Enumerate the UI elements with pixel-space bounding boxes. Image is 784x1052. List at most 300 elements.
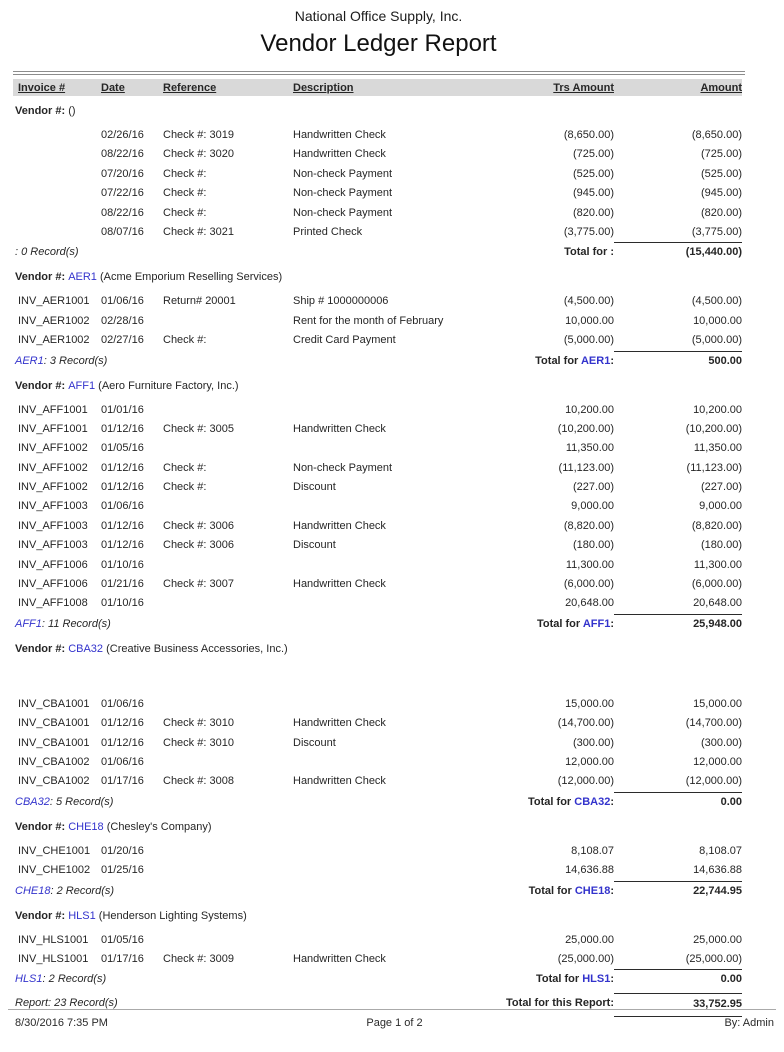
cell-date: 01/06/16 [101,755,144,768]
cell-reference [163,594,293,613]
ledger-rows [0,931,784,970]
vendor-code: AER1 [580,354,611,367]
cell-trs-amount: (227.00) [573,481,614,494]
ledger-row [13,497,742,516]
cell-date: 08/22/16 [101,148,144,161]
cell-amount: 25,000.00 [693,933,742,946]
vendor-total-row [13,969,742,989]
vendor-record-count [13,792,482,812]
ledger-row [13,165,742,184]
cell-description: Credit Card Payment [293,334,396,347]
vendor-code: AFF1 [68,379,96,392]
cell-reference [163,312,293,331]
ledger-row [13,950,742,969]
vendor-number-label: Vendor #: [15,820,69,833]
cell-reference [163,439,293,458]
vendor-section [0,268,784,370]
vendor-total-row [13,792,742,812]
total-label-prefix: Total for [528,795,575,808]
ledger-row [13,145,742,164]
cell-description: Non-check Payment [293,206,393,219]
cell-trs-amount: 14,636.88 [565,864,614,877]
cell-date: 07/20/16 [101,167,144,180]
cell-reference [163,861,293,880]
vendor-record-count [13,242,482,262]
cell-amount: 11,300.00 [693,558,742,571]
cell-invoice: INV_AFF1008 [18,597,88,610]
total-label-prefix: Total for [528,884,575,897]
cell-date: 01/05/16 [101,933,144,946]
cell-amount: 11,350.00 [693,442,742,455]
total-label-prefix: Total for [535,973,583,986]
vendor-code: HLS1 [68,909,96,922]
ledger-row [13,459,742,478]
ledger-row [13,478,742,497]
vendor-section [0,640,784,812]
cell-trs-amount: 25,000.00 [565,933,614,946]
cell-reference: Check #: 3007 [163,578,234,591]
cell-date: 01/06/16 [101,295,144,308]
vendor-header [15,268,784,287]
cell-invoice: INV_CBA1001 [18,736,90,749]
cell-reference: Check #: 3009 [163,952,234,965]
cell-reference [163,497,293,516]
cell-amount: (525.00) [701,167,742,180]
page-title: Vendor Ledger Report [260,30,497,57]
cell-trs-amount: 9,000.00 [571,500,614,513]
ledger-row [13,126,742,145]
vendor-total-amount: 25,948.00 [614,614,742,634]
ledger-row [13,772,742,791]
cell-trs-amount: 20,648.00 [565,597,614,610]
cell-amount: (11,123.00) [686,461,742,474]
cell-description [293,401,482,420]
cell-date: 01/05/16 [101,442,144,455]
cell-invoice: INV_CBA1002 [18,775,90,788]
ledger-row [13,556,742,575]
total-label-suffix: : [610,884,614,897]
table-column-header [13,79,742,96]
cell-invoice: INV_AFF1001 [18,403,88,416]
total-label-prefix: Total for [535,354,581,367]
cell-invoice: INV_CBA1002 [18,755,90,768]
ledger-row [13,861,742,880]
cell-invoice [13,204,101,223]
cell-reference: Check #: [163,481,207,494]
cell-reference [163,931,293,950]
cell-description: Handwritten Check [293,578,386,591]
vendor-header [15,640,784,659]
cell-invoice: INV_CBA1001 [18,697,90,710]
vendor-total-row [13,351,742,371]
cell-amount: 14,636.88 [693,864,742,877]
cell-date: 07/22/16 [101,187,144,200]
vendor-number-label: Vendor #: [15,105,69,117]
cell-amount: (180.00) [701,539,742,552]
total-label-suffix: : [610,617,614,630]
ledger-row [13,184,742,203]
cell-amount: (725.00) [701,148,742,161]
vendor-code: HLS1 [582,973,611,986]
cell-description: Handwritten Check [293,148,386,161]
cell-invoice: INV_AFF1001 [18,422,88,435]
cell-reference: Check #: [163,206,207,219]
cell-description: Non-check Payment [293,461,393,474]
cell-reference: Check #: 3019 [163,129,234,141]
cell-reference: Check #: [163,461,207,474]
cell-date: 02/26/16 [101,129,144,141]
company-name: National Office Supply, Inc. [294,8,463,24]
vendor-name: (Creative Business Accessories, Inc.) [103,642,288,655]
footer-page-number: Page 1 of 2 [366,1017,423,1029]
ledger-row [13,312,742,331]
cell-trs-amount: (300.00) [573,736,614,749]
cell-amount: 20,648.00 [693,597,742,610]
cell-amount: (820.00) [701,206,742,219]
ledger-row [13,931,742,950]
vendor-name: () [68,105,76,117]
record-count-text: : 2 Record(s) [42,973,107,986]
cell-amount: (8,650.00) [691,129,742,141]
vendor-record-count [13,881,482,901]
cell-date: 01/12/16 [101,422,144,435]
cell-amount: 9,000.00 [699,500,742,513]
cell-invoice: INV_AFF1006 [18,558,88,571]
cell-reference: Check #: 3005 [163,422,234,435]
ledger-rows [0,292,784,350]
cell-date: 01/17/16 [101,775,144,788]
vendor-code: CHE18 [68,820,104,833]
cell-trs-amount: (5,000.00) [563,334,614,347]
cell-date: 01/06/16 [101,697,144,710]
cell-date: 01/10/16 [101,558,144,571]
cell-reference: Check #: 3021 [163,225,234,238]
vendor-total-label [482,614,614,634]
ledger-row [13,734,742,753]
report-total-label: Total for this Report: [506,997,614,1010]
vendor-code: AER1 [15,354,44,367]
cell-description [293,556,482,575]
vendor-total-amount: 0.00 [614,969,742,989]
vendor-number-label: Vendor #: [15,379,69,392]
cell-date: 01/01/16 [101,403,144,416]
cell-amount: (8,820.00) [691,519,742,532]
cell-date: 08/22/16 [101,206,144,219]
cell-trs-amount: (12,000.00) [557,775,614,788]
cell-reference: Check #: [163,187,207,200]
record-count-text: : 2 Record(s) [50,884,115,897]
vendor-header [15,818,784,837]
vendor-total-amount: 22,744.95 [614,881,742,901]
cell-date: 01/21/16 [101,578,144,591]
ledger-row [13,536,742,555]
cell-date: 08/07/16 [101,225,144,238]
cell-invoice: INV_AFF1006 [18,578,88,591]
cell-date: 02/27/16 [101,334,144,347]
vendor-section [0,818,784,901]
cell-description [293,931,482,950]
cell-amount: (10,200.00) [685,422,742,435]
cell-reference: Check #: 3010 [163,736,234,749]
cell-reference: Check #: [163,334,207,347]
ledger-row [13,439,742,458]
total-label-prefix: Total for [564,246,611,259]
cell-amount: (300.00) [701,736,742,749]
cell-description: Handwritten Check [293,775,386,788]
cell-trs-amount: (180.00) [573,539,614,552]
cell-date: 01/10/16 [101,597,144,610]
record-count-text: : 3 Record(s) [43,354,108,367]
cell-date: 01/12/16 [101,461,144,474]
cell-reference: Check #: 3020 [163,148,234,161]
report-titles [15,7,742,59]
ledger-rows [0,126,784,242]
cell-date: 01/06/16 [101,500,144,513]
cell-amount: (6,000.00) [691,578,742,591]
cell-invoice: INV_CHE1001 [18,844,91,857]
cell-invoice: INV_CHE1002 [18,864,91,877]
cell-trs-amount: (3,775.00) [563,225,614,238]
vendor-name: (Henderson Lighting Systems) [95,909,247,922]
cell-description [293,861,482,880]
cell-amount: (25,000.00) [685,952,742,965]
ledger-row [13,575,742,594]
cell-description: Discount [293,736,336,749]
cell-reference: Check #: 3010 [163,717,234,730]
cell-trs-amount: (10,200.00) [557,422,614,435]
cell-trs-amount: 8,108.07 [571,844,614,857]
record-count-text: : 5 Record(s) [49,795,114,808]
cell-reference: Check #: 3006 [163,519,234,532]
cell-trs-amount: 12,000.00 [565,755,614,768]
vendor-section [0,102,784,262]
cell-description: Ship # 1000000006 [293,295,389,308]
cell-invoice: INV_AFF1003 [18,519,88,532]
cell-trs-amount: 11,350.00 [565,442,614,455]
column-header-invoice: Invoice # [18,81,66,94]
column-header-reference: Reference [163,81,217,94]
vendor-total-amount: 0.00 [614,792,742,812]
cell-date: 01/25/16 [101,864,144,877]
cell-invoice: INV_AFF1003 [18,539,88,552]
cell-trs-amount: (6,000.00) [563,578,614,591]
vendor-header [15,102,784,121]
cell-trs-amount: (11,123.00) [558,461,614,474]
cell-description: Printed Check [293,225,363,238]
cell-trs-amount: (25,000.00) [557,952,614,965]
cell-date: 01/12/16 [101,539,144,552]
vendor-section [0,377,784,634]
cell-trs-amount: (725.00) [573,148,614,161]
vendor-code: AFF1 [15,617,42,630]
cell-date: 01/20/16 [101,844,144,857]
ledger-row [13,292,742,311]
ledger-rows [0,401,784,614]
vendor-code: CBA32 [15,795,50,808]
vendor-record-count [13,351,482,371]
cell-description: Handwritten Check [293,717,386,730]
vendor-number-label: Vendor #: [15,271,69,284]
cell-reference [163,401,293,420]
vendor-total-label [482,792,614,812]
vendor-code: AER1 [68,271,97,284]
cell-invoice [13,184,101,203]
cell-amount: 12,000.00 [693,755,742,768]
ledger-rows [0,695,784,792]
vendor-total-amount: 500.00 [614,351,742,371]
total-label-suffix: : [610,246,614,259]
cell-trs-amount: 10,000.00 [565,314,614,327]
cell-description [293,497,482,516]
cell-amount: (4,500.00) [691,295,742,308]
cell-date: 01/12/16 [101,717,144,730]
cell-description: Discount [293,481,336,494]
cell-invoice: INV_AER1002 [18,314,90,327]
record-count-text: : 0 Record(s) [15,246,79,259]
vendor-header [15,377,784,396]
column-header-date: Date [101,81,125,94]
cell-trs-amount: 10,200.00 [565,403,614,416]
cell-trs-amount: (8,820.00) [563,519,614,532]
cell-trs-amount: (4,500.00) [563,295,614,308]
vendor-total-label [482,242,614,262]
ledger-row [13,331,742,350]
cell-amount: 10,200.00 [693,403,742,416]
cell-description: Handwritten Check [293,422,386,435]
cell-trs-amount: (820.00) [573,206,614,219]
vendor-code: CHE18 [574,884,611,897]
cell-date: 02/28/16 [101,314,144,327]
cell-amount: 10,000.00 [693,314,742,327]
ledger-row [13,223,742,242]
cell-amount: 8,108.07 [699,844,742,857]
cell-amount: (227.00) [701,481,742,494]
total-label-suffix: : [610,973,614,986]
report-total-amount: 33,752.95 [614,993,742,1017]
cell-reference: Check #: [163,167,207,180]
vendor-code: AFF1 [582,617,611,630]
cell-description: Rent for the month of February [293,314,444,327]
vendor-section [0,907,784,990]
vendor-name: (Aero Furniture Factory, Inc.) [95,379,239,392]
section-spacer [0,659,784,690]
cell-reference [163,556,293,575]
ledger-row [13,714,742,733]
cell-trs-amount: (14,700.00) [557,717,614,730]
cell-description [293,753,482,772]
report-footer [8,1009,776,1029]
vendor-sections [0,102,784,1019]
vendor-number-label: Vendor #: [15,909,69,922]
cell-amount: (5,000.00) [691,334,742,347]
cell-amount: 15,000.00 [693,697,742,710]
cell-trs-amount: (945.00) [573,187,614,200]
total-label-suffix: : [610,354,614,367]
ledger-row [13,517,742,536]
cell-amount: (12,000.00) [685,775,742,788]
cell-invoice: INV_AER1002 [18,334,90,347]
cell-description: Discount [293,539,336,552]
cell-reference: Return# 20001 [163,295,236,308]
ledger-rows [0,842,784,881]
footer-datetime: 8/30/2016 7:35 PM [15,1017,108,1029]
ledger-row [13,842,742,861]
cell-invoice: INV_HLS1001 [18,952,89,965]
record-count-text: : 11 Record(s) [41,617,111,630]
cell-invoice: INV_AFF1002 [18,481,88,494]
cell-reference: Check #: 3008 [163,775,234,788]
cell-trs-amount: 15,000.00 [565,697,614,710]
vendor-name: (Acme Emporium Reselling Services) [96,271,283,284]
cell-invoice: INV_AFF1002 [18,442,88,455]
cell-description: Handwritten Check [293,129,386,141]
ledger-row [13,594,742,613]
cell-description [293,842,482,861]
total-label-prefix: Total for [537,617,583,630]
ledger-row [13,753,742,772]
vendor-name: (Chesley's Company) [103,820,212,833]
ledger-row [13,420,742,439]
ledger-row [13,695,742,714]
vendor-code: CHE18 [15,884,51,897]
vendor-header [15,907,784,926]
cell-date: 01/17/16 [101,952,144,965]
cell-trs-amount: (525.00) [573,167,614,180]
cell-date: 01/12/16 [101,481,144,494]
vendor-number-label: Vendor #: [15,642,69,655]
vendor-total-label [482,881,614,901]
cell-trs-amount: (8,650.00) [563,129,614,141]
cell-reference [163,842,293,861]
report-record-count: Report: 23 Record(s) [15,997,118,1010]
cell-description [293,439,482,458]
vendor-total-label [482,969,614,989]
column-header-amount: Amount [700,81,742,94]
cell-invoice: INV_CBA1001 [18,717,90,730]
vendor-record-count [13,614,482,634]
cell-description: Handwritten Check [293,519,386,532]
header-double-rule [13,71,745,75]
cell-invoice [13,126,101,145]
ledger-row [13,401,742,420]
vendor-total-row [13,242,742,262]
cell-invoice: INV_AFF1002 [18,461,88,474]
cell-invoice [13,145,101,164]
cell-invoice: INV_AFF1003 [18,500,88,513]
cell-date: 01/12/16 [101,519,144,532]
vendor-total-row [13,614,742,634]
ledger-row [13,204,742,223]
vendor-total-label [482,351,614,371]
cell-description [293,695,482,714]
cell-amount: (3,775.00) [691,225,742,238]
column-header-trs-amount: Trs Amount [553,81,614,94]
vendor-code: CBA32 [68,642,104,655]
vendor-code: CBA32 [574,795,611,808]
total-label-suffix: : [610,795,614,808]
cell-reference: Check #: 3006 [163,539,234,552]
cell-trs-amount: 11,300.00 [565,558,614,571]
cell-amount: (14,700.00) [685,717,742,730]
cell-invoice [13,165,101,184]
cell-description: Handwritten Check [293,952,386,965]
cell-date: 01/12/16 [101,736,144,749]
cell-description: Non-check Payment [293,187,393,200]
cell-invoice [13,223,101,242]
cell-amount: (945.00) [701,187,742,200]
vendor-total-amount: (15,440.00) [614,242,742,262]
cell-description: Non-check Payment [293,167,393,180]
